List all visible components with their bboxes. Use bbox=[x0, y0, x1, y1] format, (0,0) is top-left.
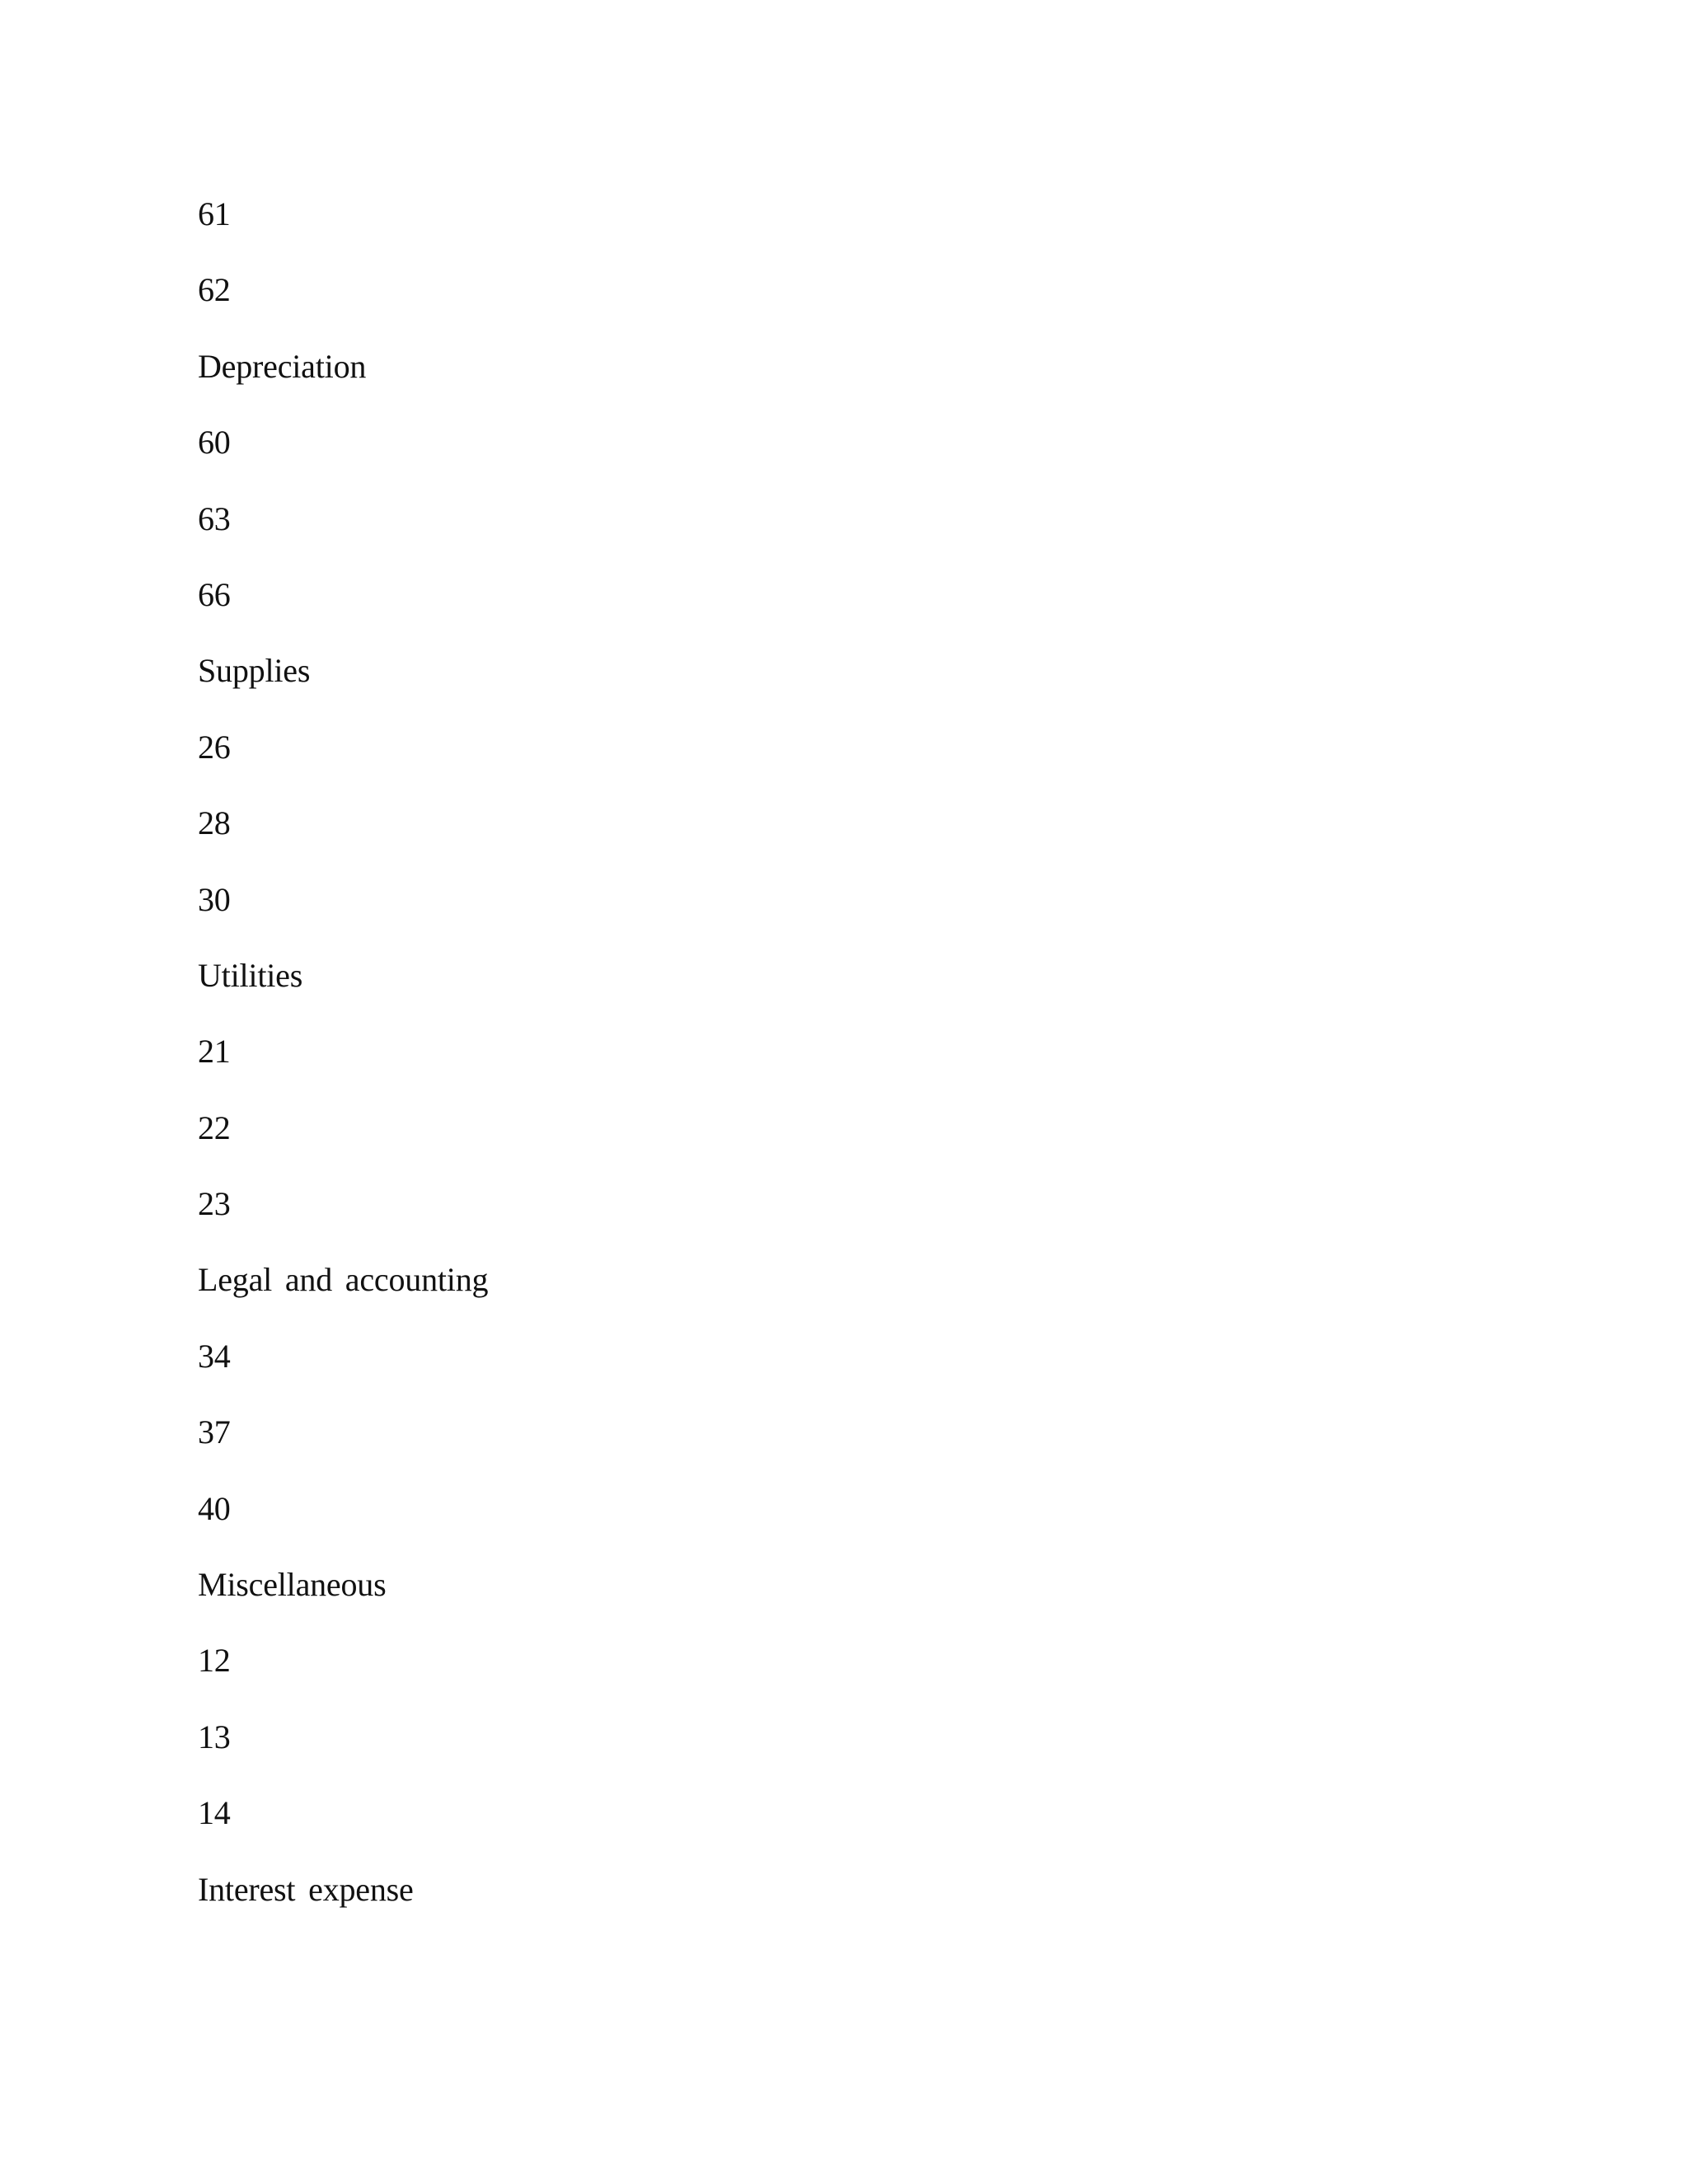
value-line: 60 bbox=[198, 424, 231, 462]
value-line: 22 bbox=[198, 1108, 231, 1146]
value-line: 40 bbox=[198, 1489, 231, 1527]
value-line: 23 bbox=[198, 1185, 231, 1223]
category-label: Depreciation bbox=[198, 347, 367, 385]
value-line: 61 bbox=[198, 195, 231, 232]
value-line: 66 bbox=[198, 575, 231, 613]
category-label: Interest expense bbox=[198, 1870, 414, 1908]
value-line: 21 bbox=[198, 1033, 231, 1071]
value-line: 28 bbox=[198, 804, 231, 842]
category-label: Miscellaneous bbox=[198, 1566, 387, 1604]
value-line: 12 bbox=[198, 1642, 231, 1680]
category-label: Legal and accounting bbox=[198, 1261, 489, 1299]
value-line: 62 bbox=[198, 271, 231, 309]
value-line: 63 bbox=[198, 499, 231, 537]
value-line: 34 bbox=[198, 1337, 231, 1375]
value-line: 30 bbox=[198, 880, 231, 918]
category-label: Supplies bbox=[198, 652, 311, 690]
value-line: 37 bbox=[198, 1413, 231, 1451]
value-line: 26 bbox=[198, 728, 231, 766]
text-line-list bbox=[198, 192, 488, 1943]
value-line: 14 bbox=[198, 1794, 231, 1832]
value-line: 13 bbox=[198, 1718, 231, 1755]
category-label: Utilities bbox=[198, 956, 303, 994]
